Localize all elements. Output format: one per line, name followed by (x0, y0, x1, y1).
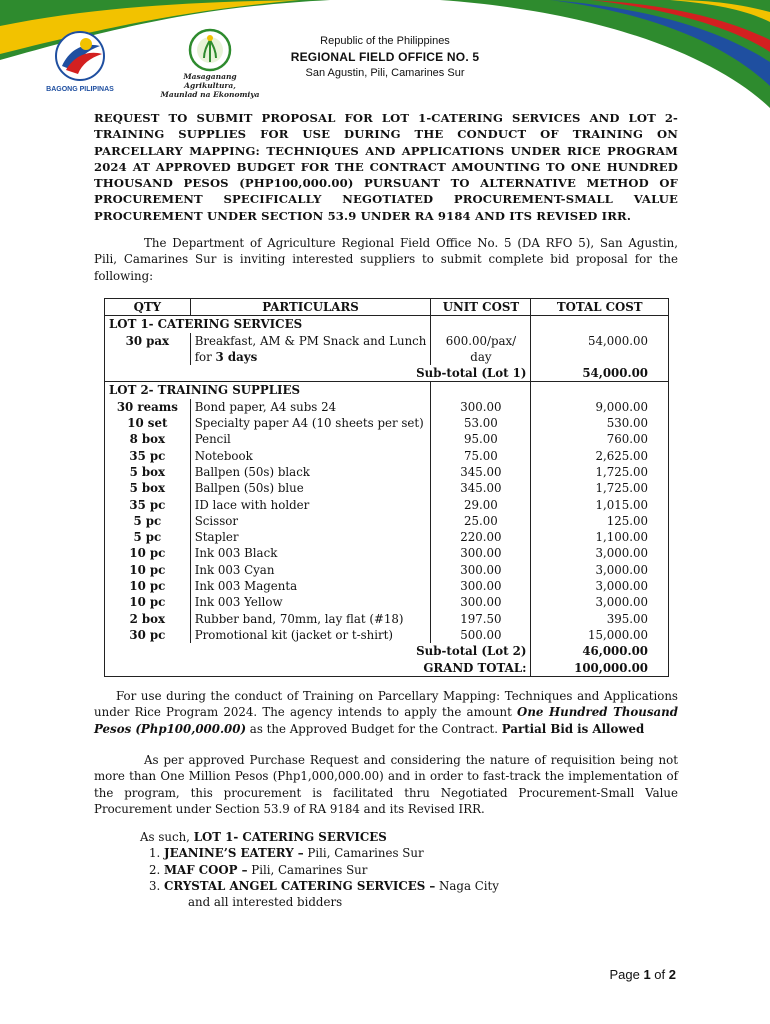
item-qty: 35 pc (105, 497, 191, 513)
item-particulars: ID lace with holder (190, 497, 431, 513)
lot2-label: LOT 2- TRAINING SUPPLIES (105, 382, 431, 399)
bagong-pilipinas-wordmark: BAGONG PILIPINAS (46, 86, 114, 93)
item-particulars: Ballpen (50s) blue (190, 480, 431, 496)
item-total-cost: 3,000.00 (531, 578, 669, 594)
item-particulars: Ink 003 Black (190, 545, 431, 561)
header-particulars: PARTICULARS (190, 299, 431, 316)
header-unit-cost: UNIT COST (431, 299, 531, 316)
item-unit-cost: 53.00 (431, 415, 531, 431)
item-particulars: Rubber band, 70mm, lay flat (#18) (190, 611, 431, 627)
item-qty: 5 box (105, 464, 191, 480)
item-qty: 35 pc (105, 448, 191, 464)
da-motto-line-1: Masaganang Agrikultura, (183, 72, 237, 90)
item-unit-cost: 345.00 (431, 464, 531, 480)
table-row (105, 480, 669, 496)
table-row (105, 464, 669, 480)
item-particulars: Stapler (190, 529, 431, 545)
table-row (105, 529, 669, 545)
lot1-particulars: Breakfast, AM & PM Snack and Lunch for 3 days (190, 333, 431, 366)
item-qty: 5 pc (105, 529, 191, 545)
page-number: Page 1 of 2 (609, 967, 676, 982)
da-motto-line-2: Maunlad na Ekonomiya (160, 90, 260, 99)
item-unit-cost: 345.00 (431, 480, 531, 496)
item-qty: 10 pc (105, 594, 191, 610)
item-qty: 5 box (105, 480, 191, 496)
items-table (104, 298, 669, 677)
table-row (105, 448, 669, 464)
item-qty: 2 box (105, 611, 191, 627)
grand-total: 100,000.00 (531, 660, 669, 677)
lot1-total-cost: 54,000.00 (531, 333, 669, 366)
item-unit-cost: 300.00 (431, 594, 531, 610)
intro-paragraph: The Department of Agriculture Regional Field Office No. 5 (DA RFO 5), San Agustin, Pili, Camarines Sur is inviting interested suppliers to submit complete bid proposal for the following: (94, 236, 678, 283)
item-total-cost: 3,000.00 (531, 545, 669, 561)
item-particulars: Ballpen (50s) black (190, 464, 431, 480)
item-total-cost: 3,000.00 (531, 562, 669, 578)
lot1-subtotal-label: Sub-total (Lot 1) (105, 365, 531, 382)
item-unit-cost: 25.00 (431, 513, 531, 529)
header-qty: QTY (105, 299, 191, 316)
lot2-subtotal-label: Sub-total (Lot 2) (105, 643, 531, 659)
table-row (105, 399, 669, 415)
item-total-cost: 2,625.00 (531, 448, 669, 464)
item-unit-cost: 29.00 (431, 497, 531, 513)
table-row (105, 562, 669, 578)
table-row (105, 497, 669, 513)
item-total-cost: 760.00 (531, 431, 669, 447)
item-particulars: Bond paper, A4 subs 24 (190, 399, 431, 415)
item-total-cost: 9,000.00 (531, 399, 669, 415)
table-row (105, 415, 669, 431)
item-unit-cost: 300.00 (431, 578, 531, 594)
item-total-cost: 1,100.00 (531, 529, 669, 545)
table-row (105, 578, 669, 594)
item-unit-cost: 95.00 (431, 431, 531, 447)
item-particulars: Promotional kit (jacket or t-shirt) (190, 627, 431, 643)
table-row (105, 431, 669, 447)
document-title: REQUEST TO SUBMIT PROPOSAL FOR LOT 1-CATERING SERVICES AND LOT 2- TRAINING SUPPLIES FOR USE DURING THE CONDUCT OF TRAINING ON PARCELLARY MAPPING: TECHNIQUES AND APPLICATIONS UNDER RICE PROGRAM 2024 AT APPROVED BUDGET FOR THE CONTRACT AMOUNTING TO ONE HUNDRED THOUSAND PESOS (PHP100,000.00) PURSUANT TO ALTERNATIVE METHOD OF PROCUREMENT SPECIFICALLY NEGOTIATED PROCUREMENT-SMALL VALUE PROCUREMENT UNDER SECTION 53.9 UNDER RA 9184 AND ITS REVISED IRR. (94, 111, 678, 223)
table-row (105, 594, 669, 610)
procurement-paragraph: As per approved Purchase Request and considering the nature of requisition being not more than One Million Pesos (Php1,000,000.00) and in order to fast-track the implementation of the program, this procurement is facilitated thru Negotiated Procurement-Small Value Procurement under Section 53.9 of RA 9184 and its Revised IRR. (94, 753, 678, 816)
item-total-cost: 1,015.00 (531, 497, 669, 513)
office-name: REGIONAL FIELD OFFICE NO. 5 (290, 50, 480, 64)
item-particulars: Ink 003 Magenta (190, 578, 431, 594)
letterhead (0, 33, 770, 81)
item-qty: 10 pc (105, 578, 191, 594)
item-total-cost: 1,725.00 (531, 464, 669, 480)
table-row (105, 611, 669, 627)
supplier-item: 3. CRYSTAL ANGEL CATERING SERVICES – Naga City (164, 878, 499, 894)
item-particulars: Ink 003 Cyan (190, 562, 431, 578)
item-particulars: Ink 003 Yellow (190, 594, 431, 610)
grand-total-label: GRAND TOTAL: (105, 660, 531, 677)
item-unit-cost: 300.00 (431, 399, 531, 415)
table-row (105, 513, 669, 529)
invited-suppliers: As such, LOT 1- CATERING SERVICES 1. JEANINE’S EATERY – Pili, Camarines Sur 2. MAF COOP – Pili, Camarines Sur 3. CRYSTAL ANGEL CATERING SERVICES – Naga City and all interested bidders (140, 829, 499, 910)
lot1-unit-cost: 600.00/pax/ day (431, 333, 531, 366)
item-total-cost: 395.00 (531, 611, 669, 627)
item-particulars: Scissor (190, 513, 431, 529)
item-particulars: Notebook (190, 448, 431, 464)
item-qty: 10 pc (105, 562, 191, 578)
item-qty: 8 box (105, 431, 191, 447)
lot1-qty: 30 pax (105, 333, 191, 366)
office-address: San Agustin, Pili, Camarines Sur (305, 67, 465, 79)
item-qty: 10 pc (105, 545, 191, 561)
lot1-subtotal: 54,000.00 (531, 365, 669, 382)
item-total-cost: 125.00 (531, 513, 669, 529)
item-unit-cost: 220.00 (431, 529, 531, 545)
supplier-list-outro: and all interested bidders (188, 895, 343, 910)
item-total-cost: 530.00 (531, 415, 669, 431)
item-total-cost: 3,000.00 (531, 594, 669, 610)
table-row (105, 627, 669, 643)
item-qty: 10 set (105, 415, 191, 431)
lot2-subtotal: 46,000.00 (531, 643, 669, 659)
item-unit-cost: 75.00 (431, 448, 531, 464)
supplier-item: 1. JEANINE’S EATERY – Pili, Camarines Sur (164, 845, 499, 861)
item-total-cost: 15,000.00 (531, 627, 669, 643)
item-particulars: Specialty paper A4 (10 sheets per set) (190, 415, 431, 431)
item-qty: 30 reams (105, 399, 191, 415)
item-unit-cost: 500.00 (431, 627, 531, 643)
republic-line: Republic of the Philippines (320, 35, 450, 47)
item-unit-cost: 197.50 (431, 611, 531, 627)
item-qty: 30 pc (105, 627, 191, 643)
header-total-cost: TOTAL COST (531, 299, 669, 316)
table-row (105, 545, 669, 561)
item-particulars: Pencil (190, 431, 431, 447)
lot1-label: LOT 1- CATERING SERVICES (105, 316, 431, 333)
item-unit-cost: 300.00 (431, 545, 531, 561)
supplier-item: 2. MAF COOP – Pili, Camarines Sur (164, 862, 499, 878)
item-total-cost: 1,725.00 (531, 480, 669, 496)
purpose-paragraph: For use during the conduct of Training on Parcellary Mapping: Techniques and Applications under Rice Program 2024. The agency intends to apply the amount One Hundred Thousand Pesos (Php100,000.00) as the Approved Budget for the Contract. Partial Bid is Allowed (94, 689, 678, 736)
item-unit-cost: 300.00 (431, 562, 531, 578)
item-qty: 5 pc (105, 513, 191, 529)
